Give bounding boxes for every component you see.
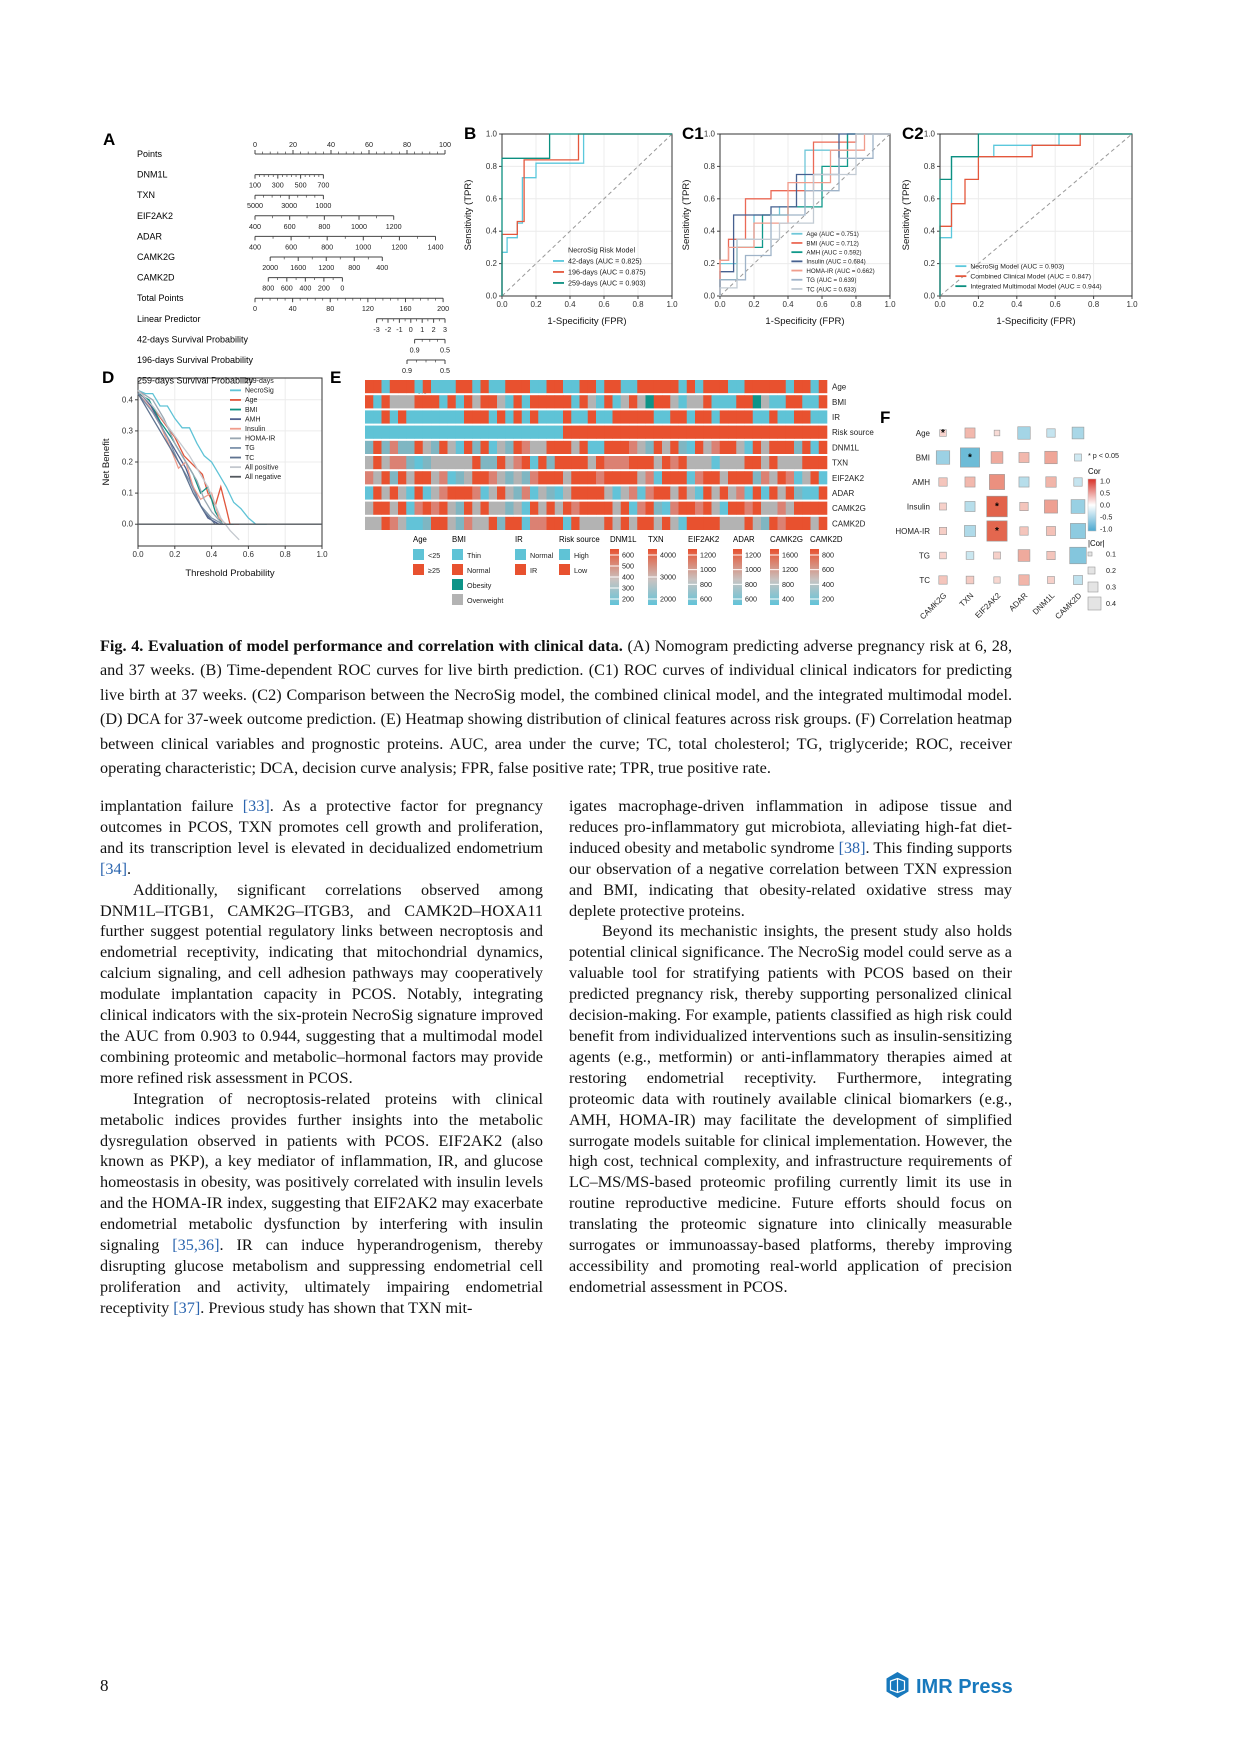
svg-text:0.6: 0.6 [703, 194, 715, 204]
svg-text:DNM1L: DNM1L [610, 535, 637, 544]
svg-text:600: 600 [622, 550, 634, 560]
svg-text:NecroSig: NecroSig [245, 387, 274, 395]
svg-text:100: 100 [439, 140, 451, 149]
svg-text:BMI: BMI [245, 406, 258, 414]
svg-text:0: 0 [408, 324, 413, 334]
svg-text:IR: IR [530, 566, 538, 575]
svg-text:1000: 1000 [315, 201, 332, 211]
svg-text:Overweight: Overweight [467, 596, 504, 605]
svg-text:600: 600 [822, 565, 834, 575]
svg-text:Normal: Normal [530, 551, 554, 560]
svg-text:259-days: 259-days [245, 378, 274, 386]
svg-text:1000: 1000 [700, 565, 716, 575]
svg-text:Age (AUC = 0.751): Age (AUC = 0.751) [806, 231, 859, 239]
panel-d-dca [100, 366, 328, 580]
svg-text:Insulin (AUC = 0.684): Insulin (AUC = 0.684) [806, 258, 866, 266]
svg-text:1400: 1400 [427, 242, 444, 252]
svg-text:0.6: 0.6 [598, 300, 610, 309]
svg-text:Low: Low [574, 566, 588, 575]
svg-text:-1: -1 [396, 324, 403, 334]
svg-text:0.9: 0.9 [409, 345, 420, 355]
svg-text:0.8: 0.8 [1088, 300, 1100, 309]
svg-text:Obesity: Obesity [467, 581, 492, 590]
publisher-logo [886, 1672, 1013, 1703]
svg-text:All positive: All positive [245, 464, 279, 472]
svg-text:700: 700 [317, 180, 330, 190]
svg-text:4000: 4000 [660, 550, 676, 560]
figure-caption-text: (A) Nomogram predicting adverse pregnancy risk at 6, 28, and 37 weeks. (B) Time-dependent ROC curves for live birth prediction. (C1) ROC curves of individual clinical indicators for predicting live birth at 37 weeks. (C2) Comparison between the NecroSig model, the combined clinical model, and the integrated multimodal model. (D) DCA for 37-week outcome prediction. (E) Heatmap showing distribution of clinical features across risk groups. (F) Correlation heatmap between clinical variables and prognostic proteins. AUC, area under the curve; TC, total cholesterol; TG, triglyceride; ROC, receiver operating characteristic; DCA, decision curve analysis; FPR, false positive rate; TPR, true positive rate. [100, 637, 1012, 778]
svg-text:Sensitivity (TPR): Sensitivity (TPR) [681, 179, 692, 251]
citation-link[interactable]: [35,36] [172, 1236, 220, 1255]
series-bmi [138, 394, 234, 525]
svg-text:0.4: 0.4 [923, 226, 935, 236]
nomogram-row-label: ADAR [137, 231, 163, 242]
nomogram-row-label: 259-days Survival Probability [137, 375, 254, 386]
svg-text:ADAR: ADAR [832, 489, 855, 498]
svg-text:Integrated Multimodal Model (A: Integrated Multimodal Model (AUC = 0.944) [970, 283, 1102, 291]
svg-text:1200: 1200 [782, 565, 798, 575]
panel-label-d: D [102, 368, 115, 387]
svg-text:0.3: 0.3 [121, 426, 133, 436]
panel-e-heatmap [325, 366, 885, 614]
svg-text:0: 0 [340, 283, 345, 293]
svg-text:3: 3 [443, 324, 447, 334]
svg-text:* p < 0.05: * p < 0.05 [1088, 451, 1119, 460]
svg-text:HOMA-IR (AUC = 0.662): HOMA-IR (AUC = 0.662) [806, 267, 875, 275]
svg-text:0.4: 0.4 [206, 550, 218, 559]
svg-text:1600: 1600 [782, 550, 798, 560]
svg-text:1000: 1000 [351, 221, 368, 231]
svg-text:0.2: 0.2 [169, 550, 181, 559]
heatmap-plot [325, 366, 885, 614]
svg-text:0.1: 0.1 [1106, 549, 1116, 559]
svg-text:2000: 2000 [660, 594, 676, 604]
svg-text:400: 400 [782, 594, 794, 604]
legend [955, 263, 1101, 290]
svg-text:0.6: 0.6 [485, 194, 497, 204]
svg-text:*: * [995, 526, 999, 537]
legend [791, 231, 874, 293]
svg-text:Insulin: Insulin [245, 426, 266, 434]
panel-c1-roc [680, 122, 896, 328]
svg-text:200: 200 [437, 304, 450, 314]
svg-text:0.6: 0.6 [923, 194, 935, 204]
svg-text:800: 800 [745, 579, 757, 589]
svg-text:600: 600 [745, 594, 757, 604]
citation-link[interactable]: [37] [173, 1298, 201, 1317]
paragraph: Integration of necroptosis-related proteins with clinical metabolic indices provides further insights into the metabolic dysregulation observed in patients with PCOS. EIF2AK2 (also known as PKP), a key mediator of inflammation, IR, and glucose homeostasis in obesity, was positively correlated with insulin levels and the HOMA-IR index, suggesting that EIF2AK2 may exacerbate endometrial metabolic dysfunction by interfering with insulin signaling [35,36]. IR can induce hyperandrogenism, thereby disrupting glucose metabolism and suppressing endometrial cell proliferation and activity, ultimately impairing endometrial receptivity [37]. Previous study has shown that TXN mit- [100, 1089, 543, 1317]
svg-text:1.0: 1.0 [1126, 300, 1138, 309]
svg-text:-0.5: -0.5 [1100, 512, 1113, 522]
svg-text:400: 400 [249, 221, 261, 231]
svg-text:HOMA-IR: HOMA-IR [245, 435, 276, 443]
panel-c2-roc [900, 122, 1140, 328]
svg-text:40: 40 [288, 304, 297, 314]
panel-a-nomogram [100, 122, 466, 394]
svg-text:0.0: 0.0 [485, 291, 497, 301]
svg-text:0.4: 0.4 [1106, 599, 1116, 608]
svg-text:400: 400 [622, 572, 634, 582]
svg-text:NecroSig Model (AUC = 0.903): NecroSig Model (AUC = 0.903) [970, 263, 1065, 271]
svg-text:0.8: 0.8 [485, 161, 497, 171]
panel-label-b: B [464, 124, 477, 143]
citation-link[interactable]: [38] [838, 838, 866, 857]
svg-text:3000: 3000 [660, 572, 676, 582]
page-number: 8 [100, 1676, 109, 1695]
svg-text:TC (AUC = 0.633): TC (AUC = 0.633) [806, 286, 857, 294]
svg-text:0.4: 0.4 [703, 226, 715, 236]
svg-text:|Cor|: |Cor| [1088, 539, 1105, 548]
legend [230, 378, 281, 481]
svg-text:NecroSig Risk Model: NecroSig Risk Model [568, 245, 636, 255]
svg-text:0.2: 0.2 [703, 259, 715, 269]
svg-text:Cor: Cor [1088, 467, 1101, 476]
svg-text:600: 600 [285, 242, 298, 252]
svg-text:42-days (AUC = 0.825): 42-days (AUC = 0.825) [568, 256, 642, 266]
svg-text:0.0: 0.0 [121, 519, 133, 529]
figure-caption-title: Fig. 4. Evaluation of model performance and correlation with clinical data. [100, 637, 623, 655]
svg-text:1: 1 [420, 324, 425, 334]
svg-text:196-days (AUC = 0.875): 196-days (AUC = 0.875) [568, 267, 646, 277]
nomogram-row-label: EIF2AK2 [137, 210, 174, 221]
svg-text:BMI: BMI [832, 397, 847, 407]
citation-link[interactable]: [34] [100, 859, 127, 878]
svg-text:CAMK2D: CAMK2D [1053, 591, 1084, 621]
panel-label-a: A [103, 130, 116, 149]
svg-text:TXN: TXN [957, 591, 976, 609]
svg-text:DNM1L: DNM1L [832, 443, 860, 453]
svg-text:800: 800 [318, 221, 331, 231]
svg-text:Normal: Normal [467, 566, 491, 575]
body-text [100, 796, 1012, 1319]
svg-text:IR: IR [832, 413, 840, 422]
svg-text:0.2: 0.2 [923, 259, 935, 269]
svg-text:1200: 1200 [385, 221, 402, 231]
nomogram-row-label: 196-days Survival Probability [137, 355, 254, 365]
svg-text:CAMK2G: CAMK2G [832, 504, 866, 514]
svg-text:800: 800 [700, 579, 712, 589]
svg-text:200: 200 [317, 283, 330, 293]
svg-text:400: 400 [822, 579, 834, 589]
svg-text:-2: -2 [384, 324, 392, 334]
svg-text:TXN: TXN [648, 535, 664, 544]
svg-text:3000: 3000 [281, 201, 298, 211]
svg-text:800: 800 [348, 263, 361, 272]
svg-text:Age: Age [915, 429, 930, 438]
svg-text:400: 400 [299, 283, 312, 293]
nomogram-row-label: CAMK2G [137, 252, 176, 262]
svg-text:0.8: 0.8 [279, 550, 291, 559]
svg-text:0.0: 0.0 [132, 550, 144, 559]
panel-f-correlation [872, 400, 1172, 640]
svg-text:2000: 2000 [262, 263, 279, 272]
svg-text:0.1: 0.1 [121, 488, 133, 498]
svg-text:400: 400 [249, 242, 261, 252]
svg-text:200: 200 [822, 594, 834, 604]
svg-text:0: 0 [253, 304, 257, 314]
svg-text:*: * [995, 501, 999, 513]
svg-text:Net Benefit: Net Benefit [101, 438, 112, 486]
svg-text:0.4: 0.4 [485, 226, 497, 236]
svg-text:BMI (AUC = 0.712): BMI (AUC = 0.712) [806, 240, 859, 248]
svg-text:0.0: 0.0 [714, 300, 726, 309]
svg-text:1000: 1000 [355, 242, 372, 252]
svg-text:CAMK2D: CAMK2D [810, 535, 843, 544]
svg-text:1200: 1200 [318, 263, 335, 272]
svg-text:0.6: 0.6 [242, 550, 254, 559]
svg-text:CAMK2G: CAMK2G [918, 591, 949, 622]
legend [553, 245, 646, 287]
svg-text:800: 800 [262, 283, 275, 293]
svg-text:0.2: 0.2 [121, 457, 133, 467]
svg-text:-1.0: -1.0 [1100, 524, 1113, 534]
svg-text:0.0: 0.0 [923, 291, 935, 301]
series-tc [138, 394, 215, 525]
panel-label-f: F [880, 408, 891, 427]
svg-text:*: * [941, 428, 945, 439]
svg-text:Combined Clinical Model (AUC =: Combined Clinical Model (AUC = 0.847) [970, 273, 1092, 281]
svg-text:1200: 1200 [700, 550, 716, 560]
svg-text:EIF2AK2: EIF2AK2 [832, 473, 865, 483]
svg-text:1.0: 1.0 [485, 129, 497, 139]
svg-text:600: 600 [280, 283, 293, 293]
svg-text:160: 160 [399, 304, 412, 314]
svg-text:80: 80 [403, 140, 411, 149]
publisher-name: IMR Press [916, 1676, 1013, 1698]
svg-text:0.8: 0.8 [923, 161, 935, 171]
svg-text:200: 200 [622, 594, 634, 604]
dca-plot [100, 366, 328, 580]
svg-text:Age: Age [245, 397, 258, 405]
svg-text:80: 80 [326, 304, 335, 314]
panel-label-c1: C1 [682, 124, 704, 143]
svg-text:Age: Age [413, 535, 427, 544]
svg-text:0.0: 0.0 [703, 291, 715, 301]
svg-text:-3: -3 [373, 324, 380, 334]
svg-text:20: 20 [289, 140, 297, 149]
roc-c2-plot [900, 122, 1140, 328]
svg-text:EIF2AK2: EIF2AK2 [688, 535, 720, 544]
roc-c1-plot [680, 122, 896, 328]
svg-text:High: High [574, 551, 589, 560]
axes [121, 375, 328, 559]
svg-text:TC: TC [919, 576, 930, 585]
nomogram-row-label: Points [137, 149, 163, 159]
svg-text:1-Specificity (FPR): 1-Specificity (FPR) [547, 316, 627, 327]
svg-text:AMH (AUC = 0.592): AMH (AUC = 0.592) [806, 249, 862, 257]
svg-text:0.4: 0.4 [564, 300, 576, 309]
svg-text:1.0: 1.0 [884, 300, 896, 309]
svg-text:Sensitivity (TPR): Sensitivity (TPR) [463, 179, 474, 251]
svg-text:0.2: 0.2 [530, 300, 542, 309]
svg-text:Age: Age [832, 382, 847, 392]
svg-text:0.8: 0.8 [632, 300, 644, 309]
svg-text:800: 800 [782, 579, 794, 589]
nomogram-row-label: DNM1L [137, 169, 168, 180]
svg-text:60: 60 [365, 140, 373, 149]
svg-text:5000: 5000 [247, 201, 263, 211]
axes [704, 130, 896, 310]
svg-text:1-Specificity (FPR): 1-Specificity (FPR) [765, 316, 845, 327]
svg-text:0.6: 0.6 [1049, 300, 1061, 309]
svg-text:0.6: 0.6 [816, 300, 828, 309]
svg-text:0.8: 0.8 [850, 300, 862, 309]
svg-text:400: 400 [376, 263, 389, 272]
svg-text:TXN: TXN [832, 458, 848, 468]
svg-text:600: 600 [700, 594, 712, 604]
svg-text:300: 300 [622, 583, 634, 593]
svg-text:*: * [968, 452, 972, 464]
svg-text:TG: TG [918, 551, 930, 561]
svg-text:EIF2AK2: EIF2AK2 [973, 591, 1003, 621]
svg-text:120: 120 [361, 304, 374, 314]
panel-label-e: E [330, 368, 342, 387]
svg-text:1.0: 1.0 [316, 550, 328, 559]
svg-text:1.0: 1.0 [1100, 476, 1110, 486]
svg-text:ADAR: ADAR [733, 535, 755, 544]
svg-text:0.3: 0.3 [1106, 582, 1116, 592]
svg-text:300: 300 [271, 180, 284, 190]
svg-text:1.0: 1.0 [923, 129, 935, 139]
svg-text:Sensitivity (TPR): Sensitivity (TPR) [901, 179, 912, 251]
svg-text:Thin: Thin [467, 551, 481, 560]
svg-text:0.9: 0.9 [402, 366, 412, 375]
nomogram-row-label: Total Points [137, 293, 184, 304]
svg-text:HOMA-IR: HOMA-IR [895, 527, 930, 536]
svg-text:0.8: 0.8 [703, 161, 715, 171]
nomogram-row-label: TXN [137, 190, 155, 201]
nomogram-row-label: CAMK2D [137, 272, 175, 283]
svg-text:800: 800 [321, 242, 334, 252]
svg-text:ADAR: ADAR [1007, 591, 1030, 614]
svg-text:1200: 1200 [391, 242, 408, 252]
svg-text:1200: 1200 [745, 550, 761, 560]
svg-text:Risk source: Risk source [559, 535, 600, 544]
svg-text:0.0: 0.0 [1100, 500, 1110, 510]
svg-text:1.0: 1.0 [703, 129, 715, 139]
paragraph: igates macrophage-driven inflammation in adipose tissue and reduces pro-inflammatory gut microbiota, alleviating high-fat diet-induced obesity and metabolic syndrome [38]. This finding supports our observation of a negative correlation between TXN expression and BMI, indicating that obesity-related oxidative stress may deplete protective proteins. [569, 797, 1012, 920]
svg-text:0.0: 0.0 [934, 300, 946, 309]
panel-b-roc [462, 122, 678, 328]
svg-text:500: 500 [294, 180, 307, 190]
svg-text:0: 0 [253, 140, 257, 149]
svg-text:AMH: AMH [245, 416, 261, 424]
svg-text:259-days (AUC = 0.903): 259-days (AUC = 0.903) [568, 278, 646, 288]
svg-text:TG: TG [245, 445, 255, 453]
paragraph: implantation failure [33]. As a protective factor for pregnancy outcomes in PCOS, TXN promotes cell growth and proliferation, and its transcription level is elevated in decidualized endometrium [34]. [100, 797, 544, 878]
svg-text:1600: 1600 [290, 263, 307, 272]
svg-text:CAMK2G: CAMK2G [770, 535, 803, 544]
correlation-plot [872, 400, 1172, 640]
nomogram-plot [100, 122, 466, 394]
svg-text:0.5: 0.5 [440, 345, 450, 355]
svg-text:Insulin: Insulin [906, 502, 930, 512]
svg-text:TC: TC [245, 454, 255, 462]
svg-text:0.5: 0.5 [1100, 488, 1110, 498]
svg-text:Threshold Probability: Threshold Probability [185, 568, 275, 579]
panel-label-c2: C2 [902, 124, 924, 143]
svg-text:CAMK2D: CAMK2D [832, 519, 866, 529]
svg-text:2: 2 [431, 324, 436, 334]
svg-text:1.0: 1.0 [666, 300, 678, 309]
svg-text:500: 500 [622, 561, 634, 571]
series-lines [138, 387, 322, 539]
svg-text:1000: 1000 [745, 565, 761, 575]
svg-text:0.2: 0.2 [748, 300, 760, 309]
paragraph: Additionally, significant correlations observed among DNM1L–ITGB1, CAMK2G–ITGB3, and CAMK2D–HOXA11 further suggest potential regulatory links between necroptosis and endometrial receptivity, indicating that mitochondrial dynamics, calcium signaling, and cell adhesion pathways may cooperatively modulate implantation capacity in PCOS. Notably, integrating clinical indicators with the six-protein NecroSig signature improved the AUC from 0.903 to 0.944, suggesting that a multimodal model combining proteomic and metabolic–hormonal factors may provide more refined risk assessment in PCOS. [100, 880, 543, 1087]
svg-text:0.4: 0.4 [121, 395, 133, 405]
svg-text:Risk source: Risk source [832, 428, 874, 438]
svg-text:600: 600 [283, 221, 296, 231]
svg-text:40: 40 [327, 140, 335, 149]
paragraph: Beyond its mechanistic insights, the present study also holds potential clinical significance. The NecroSig model could serve as a valuable tool for stratifying patients with PCOS based on their predicted pregnancy risk, thereby supporting personalized clinical decision-making. For example, patients classified as high risk could benefit from individualized interventions such as insulin-sensitizing agents (e.g., metformin) or anti-inflammatory therapies aimed at restoring endometrial receptivity. Furthermore, integrating proteomic data with routinely available clinical biomarkers (e.g., AMH, HOMA-IR) may facilitate the development of simplified surrogate models suitable for clinical implementation. However, the high cost, technical complexity, and infrastructure requirements of LC–MS/MS-based proteomic profiling currently limit its use in routine reproductive medicine. Future efforts should focus on translating the proteomic signature into clinically measurable surrogates or immunoassay-based platforms, thereby improving accessibility and promoting real-world application of precision endometrial assessment in PCOS. [569, 922, 1012, 1296]
svg-text:BMI: BMI [452, 535, 466, 544]
svg-text:AMH: AMH [912, 478, 930, 487]
svg-text:0.2: 0.2 [1106, 566, 1116, 575]
nomogram-row-label: 42-days Survival Probability [137, 334, 249, 345]
imr-press-logo-icon [886, 1672, 909, 1703]
svg-text:1-Specificity (FPR): 1-Specificity (FPR) [996, 316, 1076, 327]
svg-text:BMI: BMI [915, 453, 930, 463]
svg-text:0.4: 0.4 [1011, 300, 1023, 309]
svg-text:TG (AUC = 0.639): TG (AUC = 0.639) [806, 277, 857, 285]
nomogram-row-label: Linear Predictor [137, 313, 201, 324]
svg-text:0.5: 0.5 [440, 366, 450, 375]
svg-text:0.2: 0.2 [485, 259, 497, 269]
svg-text:All negative: All negative [245, 474, 282, 482]
svg-text:≥25: ≥25 [428, 566, 440, 575]
svg-text:100: 100 [249, 180, 261, 190]
svg-text:0.2: 0.2 [972, 300, 984, 309]
svg-text:800: 800 [822, 550, 834, 560]
svg-text:DNM1L: DNM1L [1030, 591, 1057, 617]
citation-link[interactable]: [33] [242, 797, 270, 815]
figure-caption [100, 634, 1012, 780]
body-column-left [100, 796, 543, 1319]
svg-text:0.4: 0.4 [782, 300, 794, 309]
svg-text:0.0: 0.0 [496, 300, 508, 309]
roc-b-plot [462, 122, 678, 328]
svg-text:IR: IR [515, 535, 523, 544]
body-column-right [569, 796, 1012, 1319]
svg-text:<25: <25 [428, 551, 441, 560]
